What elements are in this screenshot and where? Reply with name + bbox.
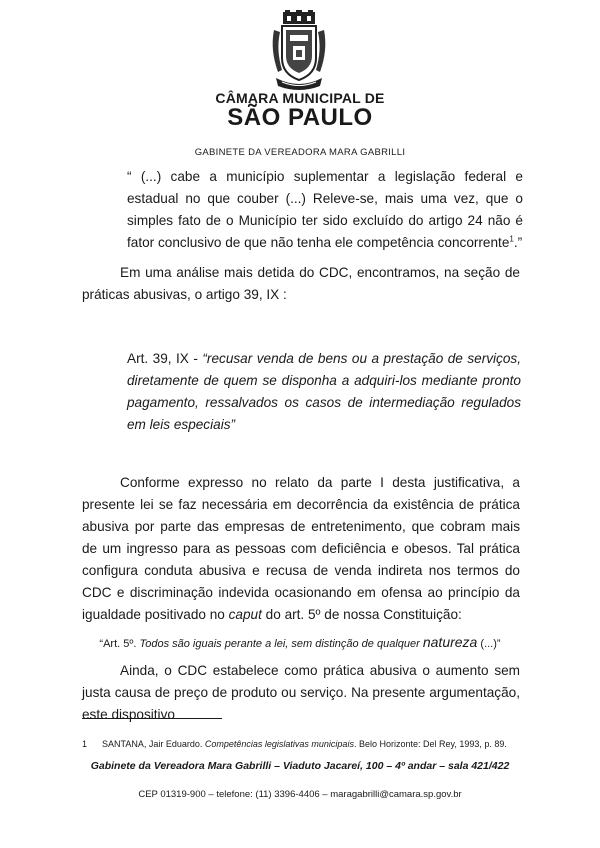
footnote-number: 1: [82, 739, 88, 749]
article-5-text: Todos são iguais perante a lei, sem distinção de qualquer: [139, 638, 423, 650]
justification-text-a: Conforme expresso no relato da parte I desta justificativa, a presente lei se faz necessária em decorrência da existência de prática abusiva por parte das empresas de entretenimento, que cobram mais de um ingresso para as pessoas com deficiência e obesos. Tal prática configura conduta abusiva e recusa de venda indireta nos termos do CDC e discriminação indevida ocasionando em ofensa ao princípio da igualdade positivado no: [82, 475, 520, 622]
footnote-rest: . Belo Horizonte: Del Rey, 1993, p. 89.: [353, 739, 507, 749]
footnote: [82, 739, 532, 749]
quoted-paragraph: [127, 166, 523, 254]
quote-tail: .”: [513, 235, 523, 250]
article-39-text: “recusar venda de bens ou a prestação de serviços, diretamente de quem se disponha a adquiri-los mediante pronto pagamento, ressalvados os casos de intermediação regulados em leis especiais”: [127, 351, 521, 432]
article-5-quote: [0, 634, 600, 650]
paragraph-justification: [82, 472, 520, 626]
footnote-divider: [82, 718, 222, 719]
justification-text-b: do art. 5º de nossa Constituição:: [261, 607, 462, 622]
cabinet-name: GABINETE DA VEREADORA MARA GABRILLI: [194, 147, 406, 158]
coat-of-arms-icon: [270, 10, 328, 92]
paragraph-cdc-abusive-price: Ainda, o CDC estabelece como prática abusiva o aumento sem justa causa de preço de produto ou serviço. Na presente argumentação, este dispositivo: [82, 663, 520, 722]
article-5-natureza: natureza: [422, 634, 478, 650]
footnote-ref: 1: [509, 234, 514, 244]
article-5-close: (...)”: [477, 638, 501, 650]
org-name-line1: CÂMARA MUNICIPAL DE: [215, 90, 385, 106]
footnote-author: SANTANA, Jair Eduardo.: [102, 739, 205, 749]
quote-text: “ (...) cabe a município suplementar a legislação federal e estadual no que couber (...) Releve-se, mais uma vez, que o simples fato de o Município ter sido excluído do artigo 24 não é fator conclusivo de que não tenha ele competência concorrente: [127, 169, 523, 250]
article-5-open: “Art. 5º.: [99, 638, 140, 650]
article-39-quote: [127, 348, 521, 436]
paragraph-cdc-analysis: Em uma análise mais detida do CDC, encontramos, na seção de práticas abusivas, o artigo 39, IX :: [82, 265, 520, 302]
org-name-line2: SÃO PAULO: [227, 104, 373, 131]
footer-address: Gabinete da Vereadora Mara Gabrilli – Viaduto Jacareí, 100 – 4º andar – sala 421/422: [90, 760, 510, 772]
justification-caput: caput: [228, 607, 262, 622]
footnote-title: Competências legislativas municipais: [204, 739, 354, 749]
article-39-prefix: Art. 39, IX -: [127, 351, 203, 366]
footer-contact: CEP 01319-900 – telefone: (11) 3396-4406 – maragabrilli@camara.sp.gov.br: [138, 789, 462, 800]
